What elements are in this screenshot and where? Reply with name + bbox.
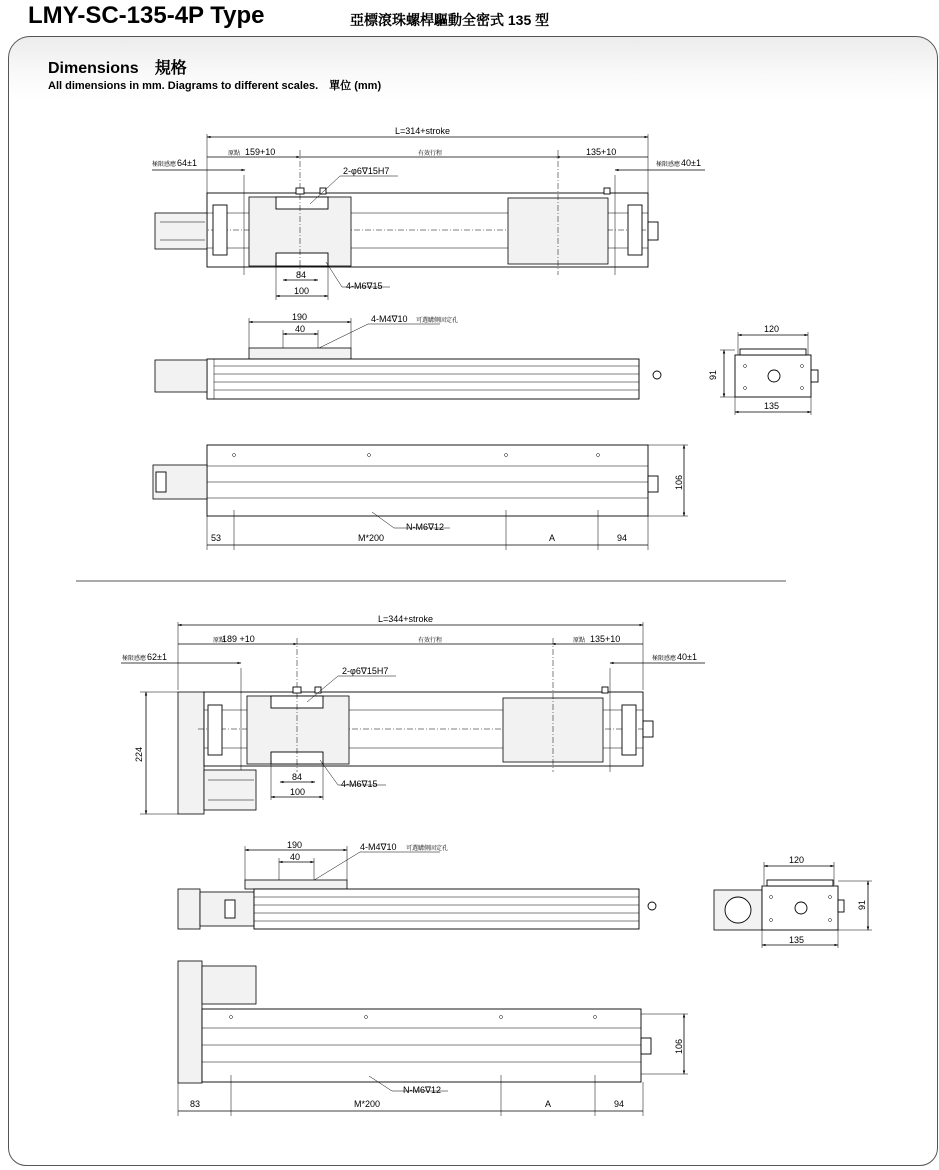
d2-sensor-left-tag: 極限感應 bbox=[122, 656, 147, 662]
d2-bottom-motor bbox=[178, 961, 202, 1083]
d1-dim-40: 40 bbox=[295, 324, 306, 334]
d1-travel-tag: 有效行程 bbox=[418, 151, 443, 157]
d2-front-motor bbox=[178, 889, 200, 929]
d2-coupling bbox=[204, 770, 256, 810]
d2-sensor-right: 40±1 bbox=[677, 652, 697, 662]
d1-origin-left-tag: 原點 bbox=[228, 151, 241, 157]
d2-sensor-right-tag: 極限感應 bbox=[652, 656, 677, 662]
d1-origin-right: 135+10 bbox=[586, 147, 617, 157]
d1-end-width: 120 bbox=[764, 324, 780, 334]
d1-sensor-left: 64±1 bbox=[177, 158, 197, 168]
d2-side-height: 106 bbox=[674, 1038, 684, 1054]
d2-dim-100: 100 bbox=[290, 787, 306, 797]
d2-origin-right: 135+10 bbox=[590, 634, 621, 644]
drawing1-bottom-view bbox=[153, 445, 688, 550]
d1-sensor-left-tag: 極限感應 bbox=[152, 162, 177, 168]
d2-origin-right-tag: 原點 bbox=[573, 638, 586, 644]
d2-bottom-rail bbox=[202, 1009, 641, 1082]
d1-end-base: 135 bbox=[764, 401, 780, 411]
drawing2-front-view bbox=[178, 840, 656, 929]
d1-dim-m200: M*200 bbox=[358, 533, 385, 543]
d1-origin-left: 159+10 bbox=[245, 147, 276, 157]
d1-bottom-rail bbox=[207, 445, 648, 516]
d2-holes-m6: 4-M6∇15 bbox=[341, 779, 378, 789]
d1-holes-m4: 4-M4∇10 bbox=[371, 314, 408, 324]
d2-travel-tag: 有效行程 bbox=[418, 638, 443, 644]
d1-holes-m4-tag: 可選購側固定孔 bbox=[416, 318, 459, 324]
drawing1-end-view bbox=[708, 324, 818, 415]
d2-holes-m4-tag: 可選購側固定孔 bbox=[406, 846, 449, 852]
section-note: All dimensions in mm. Diagrams to different scales. 單位 (mm) bbox=[48, 80, 382, 92]
drawing2-end-view bbox=[714, 855, 872, 948]
d2-dim-a: A bbox=[545, 1099, 552, 1109]
d2-end-width: 120 bbox=[789, 855, 805, 865]
drawing1-front-view bbox=[155, 312, 661, 399]
d1-dim-53: 53 bbox=[211, 533, 222, 543]
d2-end-base: 135 bbox=[789, 935, 805, 945]
d1-front-carriage bbox=[249, 348, 351, 359]
d2-motor-height: 224 bbox=[134, 746, 144, 762]
d2-pin-holes: 2-φ6∇15H7 bbox=[342, 666, 389, 676]
section-title: Dimensions 規格 bbox=[48, 60, 187, 77]
d1-side-height: 106 bbox=[674, 474, 684, 490]
drawing2-bottom-view bbox=[178, 961, 688, 1116]
d2-origin-left-tag: 原點 bbox=[213, 638, 226, 644]
d2-sensor-left: 62±1 bbox=[147, 652, 167, 662]
d1-coupling bbox=[155, 213, 207, 249]
d2-front-carriage bbox=[245, 880, 347, 889]
drawing1-top-view bbox=[152, 126, 705, 300]
d2-dim-m200: M*200 bbox=[354, 1099, 381, 1109]
d2-origin-left: 189 +10 bbox=[222, 634, 255, 644]
d2-motor-block bbox=[178, 692, 204, 814]
d2-bottom-coupling bbox=[202, 966, 256, 1004]
d1-front-rail bbox=[207, 359, 639, 399]
d2-holes-m4: 4-M4∇10 bbox=[360, 842, 397, 852]
d1-dim-84: 84 bbox=[296, 270, 307, 280]
d1-dim-100: 100 bbox=[294, 286, 310, 296]
drawing2-top-view bbox=[121, 614, 705, 814]
page-subtitle: 亞標滾珠螺桿驅動全密式 135 型 bbox=[350, 12, 550, 28]
d1-dim-a: A bbox=[549, 533, 556, 543]
d1-end-height: 91 bbox=[708, 369, 718, 380]
d1-sensor-right: 40±1 bbox=[681, 158, 701, 168]
d2-dim-190: 190 bbox=[287, 840, 303, 850]
page-title: LMY-SC-135-4P Type bbox=[28, 2, 265, 29]
d1-dim-94: 94 bbox=[617, 533, 628, 543]
d1-dim-190: 190 bbox=[292, 312, 308, 322]
d1-total-length: L=314+stroke bbox=[395, 126, 451, 136]
d2-front-rail bbox=[254, 889, 639, 929]
d1-holes-n: N-M6∇12 bbox=[406, 522, 445, 532]
d2-dim-94: 94 bbox=[614, 1099, 625, 1109]
d2-dim-83: 83 bbox=[190, 1099, 201, 1109]
d2-holes-n: N-M6∇12 bbox=[403, 1085, 442, 1095]
d1-holes-m6: 4-M6∇15 bbox=[346, 281, 383, 291]
d1-pin-holes: 2-φ6∇15H7 bbox=[343, 166, 390, 176]
d1-sensor-right-tag: 極限感應 bbox=[656, 162, 681, 168]
d2-dim-84: 84 bbox=[292, 772, 303, 782]
d2-dim-40: 40 bbox=[290, 852, 301, 862]
d1-front-coupling bbox=[155, 360, 207, 392]
d2-end-height: 91 bbox=[857, 899, 867, 910]
d2-total-length: L=344+stroke bbox=[378, 614, 434, 624]
